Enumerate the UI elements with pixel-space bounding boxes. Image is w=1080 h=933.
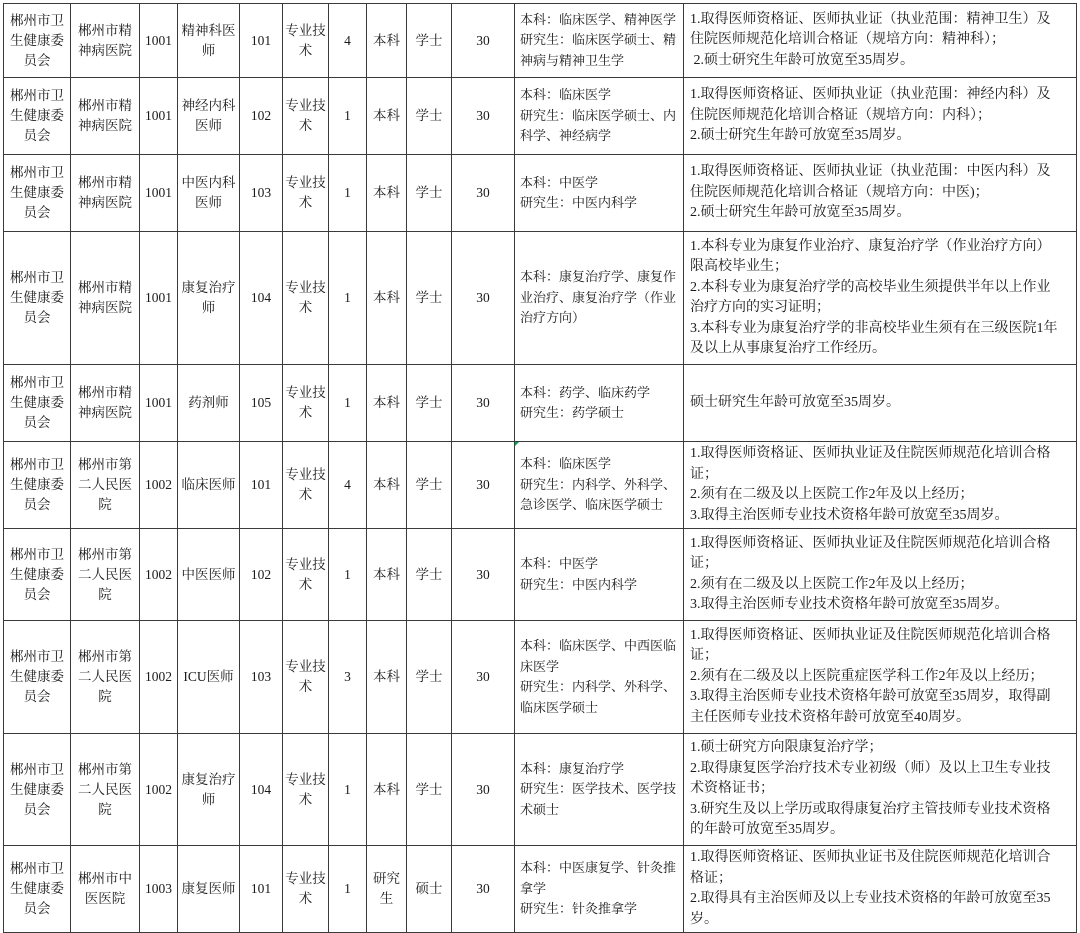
cell-major-requirements: [515, 442, 684, 529]
cell-count: 4: [329, 4, 367, 78]
cell-position-code: 104: [240, 232, 283, 365]
cell-unit-code: 1002: [140, 442, 178, 529]
cell-category: 专业技术: [283, 155, 329, 232]
cell-major-requirements: [515, 529, 684, 621]
cell-age-limit: 30: [452, 78, 515, 155]
table-row: [4, 529, 1077, 621]
cell-degree: 硕士: [407, 846, 452, 933]
cell-other-requirements-line: 2.须有在二级及以上医院工作2年及以上经历；: [690, 487, 974, 502]
cell-position-code: 102: [240, 529, 283, 621]
cell-count: 1: [329, 529, 367, 621]
cell-hospital: 郴州市精神病医院: [71, 4, 140, 78]
cell-department: 郴州市卫生健康委员会: [4, 442, 71, 529]
cell-major-requirements-line: 本科：中医学: [520, 174, 599, 190]
cell-position-code: 101: [240, 442, 283, 529]
table-row: [4, 155, 1077, 232]
cell-degree: 学士: [407, 734, 452, 846]
cell-other-requirements: [684, 529, 1077, 621]
cell-position-code: 103: [240, 621, 283, 734]
table-row: [4, 621, 1077, 734]
recruitment-table-sheet: [3, 3, 1077, 933]
cell-other-requirements-line: 3.取得主治医师专业技术资格年龄可放宽至35周岁。: [690, 507, 1009, 523]
cell-other-requirements-line: 2.取得康复医学治疗技术专业初级（师）及以上卫生专业技术资格证书；: [690, 760, 1051, 797]
table-row: [4, 734, 1077, 846]
cell-other-requirements-line: 硕士研究生年龄可放宽至35周岁。: [690, 394, 900, 410]
cell-other-requirements-line: 1.硕士研究方向限康复治疗学；: [690, 740, 883, 756]
cell-degree: 学士: [407, 4, 452, 78]
cell-department: 郴州市卫生健康委员会: [4, 4, 71, 78]
cell-other-requirements-line: 1.本科专业为康复作业治疗、康复治疗学（作业治疗方向）限高校毕业生；: [690, 238, 1051, 274]
cell-major-requirements-line: 本科：临床医学、中西医临床医学: [520, 638, 677, 674]
cell-count: 1: [329, 734, 367, 846]
cell-other-requirements-line: 3.取得主治医师专业技术资格年龄可放宽至35周岁，取得副主任医师专业技术资格年龄可放宽至40周岁。: [690, 689, 1051, 725]
cell-other-requirements-line: 1.取得医师资格证、医师执业证（执业范围：精神卫生）及住院医师规范化培训合格证（规培方向：精神科）；: [690, 11, 1051, 48]
cell-position-code: 104: [240, 734, 283, 846]
cell-degree: 学士: [407, 365, 452, 442]
cell-degree: 学士: [407, 621, 452, 734]
cell-age-limit: 30: [452, 846, 515, 933]
recruitment-table: [3, 3, 1077, 933]
cell-other-requirements: [684, 155, 1077, 232]
cell-other-requirements-line: 1.取得医师资格证、医师执业证（执业范围：中医内科）及住院医师规范化培训合格证（规培方向：中医)；: [690, 164, 1051, 200]
cell-count: 3: [329, 621, 367, 734]
cell-major-requirements-line: 本科：临床医学、精神医学: [520, 11, 677, 27]
cell-position: 精神科医师: [178, 4, 240, 78]
cell-major-requirements: [515, 734, 684, 846]
cell-degree: 学士: [407, 78, 452, 155]
cell-department: 郴州市卫生健康委员会: [4, 232, 71, 365]
cell-major-requirements-line: 研究生：医学技术、医学技术硕士: [520, 781, 677, 817]
cell-major-requirements-line: 研究生：临床医学硕士、精神病与精神卫生学: [520, 32, 677, 68]
cell-other-requirements-line: 1.取得医师资格证、医师执业证及住院医师规范化培训合格证；: [690, 446, 1051, 482]
cell-count: 1: [329, 232, 367, 365]
cell-major-requirements-line: 研究生：药学硕士: [520, 405, 625, 420]
cell-other-requirements-line: 2.硕士研究生年龄可放宽至35周岁。: [690, 52, 914, 68]
cell-category: 专业技术: [283, 4, 329, 78]
cell-major-requirements: [515, 232, 684, 365]
cell-department: 郴州市卫生健康委员会: [4, 365, 71, 442]
cell-position: 神经内科医师: [178, 78, 240, 155]
table-row: [4, 78, 1077, 155]
cell-position: 康复治疗师: [178, 232, 240, 365]
cell-hospital: 郴州市第二人民医院: [71, 734, 140, 846]
cell-other-requirements-line: 1.取得医师资格证、医师执业证书及住院医师规范化培训合格证；: [690, 850, 1051, 886]
table-row: [4, 4, 1077, 78]
cell-position-code: 101: [240, 4, 283, 78]
cell-major-requirements-line: 本科：临床医学: [520, 87, 612, 103]
cell-degree: 学士: [407, 442, 452, 529]
cell-category: 专业技术: [283, 78, 329, 155]
cell-unit-code: 1002: [140, 621, 178, 734]
cell-major-requirements-line: 本科：临床医学: [520, 456, 612, 472]
cell-major-requirements: [515, 78, 684, 155]
cell-other-requirements-line: 2.硕士研究生年龄可放宽至35周岁。: [690, 128, 911, 144]
cell-hospital: 郴州市中医医院: [71, 846, 140, 933]
cell-other-requirements-line: 2.须有在二级及以上医院工作2年及以上经历；: [690, 576, 974, 592]
cell-major-requirements-line: 研究生：内科学、外科学、急诊医学、临床医学硕士: [520, 476, 677, 513]
cell-major-requirements-line: 研究生：针灸推拿学: [520, 901, 638, 917]
cell-education: 本科: [367, 232, 407, 365]
cell-other-requirements: [684, 734, 1077, 846]
cell-education: 本科: [367, 734, 407, 846]
table-row: [4, 846, 1077, 933]
cell-department: 郴州市卫生健康委员会: [4, 78, 71, 155]
cell-age-limit: 30: [452, 365, 515, 442]
cell-other-requirements-line: 3.本科专业为康复治疗学的非高校毕业生须有在三级医院1年及以上从事康复治疗工作经历。: [690, 320, 1058, 356]
cell-other-requirements-line: 2.取得具有主治医师及以上专业技术资格的年龄可放宽至35岁。: [690, 891, 1051, 927]
cell-other-requirements-line: 2.本科专业为康复治疗学的高校毕业生须提供半年以上作业治疗方向的实习证明；: [690, 279, 1051, 315]
cell-age-limit: 30: [452, 621, 515, 734]
cell-other-requirements-line: 2.硕士研究生年龄可放宽至35周岁。: [690, 205, 911, 221]
cell-other-requirements-line: 1.取得医师资格证、医师执业证（执业范围：神经内科）及住院医师规范化培训合格证（规培方向：内科）；: [690, 87, 1051, 123]
cell-education: 本科: [367, 78, 407, 155]
cell-major-requirements-line: 本科：中医学: [520, 556, 599, 571]
cell-count: 1: [329, 846, 367, 933]
table-body: [4, 4, 1077, 933]
cell-other-requirements: [684, 232, 1077, 365]
cell-category: 专业技术: [283, 621, 329, 734]
cell-major-requirements-line: 研究生：中医内科学: [520, 195, 638, 210]
cell-other-requirements-line: 3.研究生及以上学历或取得康复治疗主管技师专业技术资格的年龄可放宽至35周岁。: [690, 801, 1051, 838]
cell-age-limit: 30: [452, 734, 515, 846]
table-row: [4, 232, 1077, 365]
cell-age-limit: 30: [452, 4, 515, 78]
cell-other-requirements: [684, 621, 1077, 734]
cell-unit-code: 1001: [140, 4, 178, 78]
cell-category: 专业技术: [283, 442, 329, 529]
cell-unit-code: 1002: [140, 529, 178, 621]
cell-unit-code: 1001: [140, 78, 178, 155]
comment-marker-icon: [515, 442, 519, 446]
cell-count: 4: [329, 442, 367, 529]
cell-department: 郴州市卫生健康委员会: [4, 734, 71, 846]
cell-position: 中医医师: [178, 529, 240, 621]
cell-other-requirements-line: 2.须有在二级及以上医院重症医学科工作2年及以上经历；: [690, 668, 1044, 684]
cell-unit-code: 1002: [140, 734, 178, 846]
cell-major-requirements-line: 研究生：内科学、外科学、临床医学硕士: [520, 679, 677, 715]
cell-position-code: 101: [240, 846, 283, 933]
cell-unit-code: 1001: [140, 365, 178, 442]
cell-major-requirements: [515, 846, 684, 933]
cell-other-requirements: [684, 442, 1077, 529]
cell-degree: 学士: [407, 232, 452, 365]
cell-age-limit: 30: [452, 232, 515, 365]
cell-education: 研究生: [367, 846, 407, 933]
cell-education: 本科: [367, 529, 407, 621]
cell-category: 专业技术: [283, 529, 329, 621]
cell-education: 本科: [367, 621, 407, 734]
cell-position-code: 103: [240, 155, 283, 232]
cell-category: 专业技术: [283, 846, 329, 933]
cell-hospital: 郴州市第二人民医院: [71, 442, 140, 529]
cell-major-requirements-line: 本科：药学、临床药学: [520, 384, 651, 400]
cell-hospital: 郴州市第二人民医院: [71, 621, 140, 734]
cell-other-requirements-line: 1.取得医师资格证、医师执业证及住院医师规范化培训合格证；: [690, 535, 1051, 571]
cell-category: 专业技术: [283, 734, 329, 846]
cell-age-limit: 30: [452, 442, 515, 529]
cell-other-requirements: [684, 78, 1077, 155]
cell-education: 本科: [367, 155, 407, 232]
cell-major-requirements-line: 本科：康复治疗学: [520, 760, 625, 776]
cell-major-requirements-line: 研究生：临床医学硕士、内科学、神经病学: [520, 107, 677, 144]
cell-position: 中医内科医师: [178, 155, 240, 232]
cell-category: 专业技术: [283, 232, 329, 365]
cell-other-requirements: [684, 365, 1077, 442]
cell-department: 郴州市卫生健康委员会: [4, 529, 71, 621]
cell-department: 郴州市卫生健康委员会: [4, 155, 71, 232]
cell-hospital: 郴州市精神病医院: [71, 155, 140, 232]
cell-count: 1: [329, 78, 367, 155]
table-row: [4, 365, 1077, 442]
cell-position: 康复治疗师: [178, 734, 240, 846]
cell-education: 本科: [367, 365, 407, 442]
cell-age-limit: 30: [452, 529, 515, 621]
cell-degree: 学士: [407, 529, 452, 621]
cell-major-requirements: [515, 365, 684, 442]
cell-age-limit: 30: [452, 155, 515, 232]
cell-position: 临床医师: [178, 442, 240, 529]
cell-other-requirements-line: 3.取得主治医师专业技术资格年龄可放宽至35周岁。: [690, 597, 1009, 612]
cell-education: 本科: [367, 442, 407, 529]
cell-unit-code: 1001: [140, 232, 178, 365]
cell-education: 本科: [367, 4, 407, 78]
cell-major-requirements-line: 本科：康复治疗学、康复作业治疗、康复治疗学（作业治疗方向）: [520, 269, 677, 326]
cell-major-requirements-line: 本科：中医康复学、针灸推拿学: [520, 860, 677, 896]
cell-major-requirements: [515, 155, 684, 232]
cell-unit-code: 1003: [140, 846, 178, 933]
cell-position-code: 102: [240, 78, 283, 155]
cell-count: 1: [329, 365, 367, 442]
cell-major-requirements: [515, 4, 684, 78]
cell-position: ICU医师: [178, 621, 240, 734]
cell-department: 郴州市卫生健康委员会: [4, 846, 71, 933]
cell-other-requirements: [684, 846, 1077, 933]
cell-position: 药剂师: [178, 365, 240, 442]
cell-other-requirements: [684, 4, 1077, 78]
cell-degree: 学士: [407, 155, 452, 232]
cell-department: 郴州市卫生健康委员会: [4, 621, 71, 734]
cell-position-code: 105: [240, 365, 283, 442]
cell-hospital: 郴州市精神病医院: [71, 365, 140, 442]
cell-other-requirements-line: 1.取得医师资格证、医师执业证及住院医师规范化培训合格证；: [690, 627, 1051, 664]
cell-hospital: 郴州市精神病医院: [71, 78, 140, 155]
cell-hospital: 郴州市精神病医院: [71, 232, 140, 365]
cell-hospital: 郴州市第二人民医院: [71, 529, 140, 621]
cell-major-requirements: [515, 621, 684, 734]
cell-count: 1: [329, 155, 367, 232]
cell-major-requirements-line: 研究生：中医内科学: [520, 576, 638, 592]
cell-position: 康复医师: [178, 846, 240, 933]
cell-unit-code: 1001: [140, 155, 178, 232]
cell-category: 专业技术: [283, 365, 329, 442]
table-row: [4, 442, 1077, 529]
